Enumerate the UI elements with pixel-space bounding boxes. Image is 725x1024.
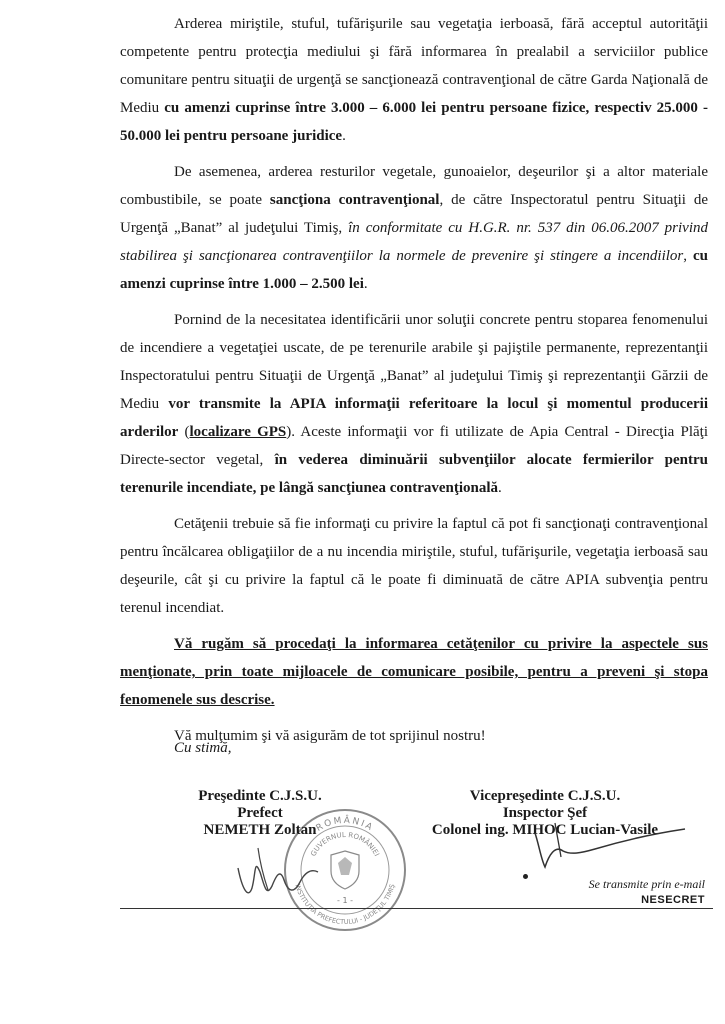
paragraph-text: , de către Inspectoratul pentru Situaţii de Urgenţă „Banat” al judeţului Timiş, xyxy=(120,192,708,236)
seal-ring-top: ROMÂNIA xyxy=(314,815,376,834)
paragraph-apia-information xyxy=(120,306,708,502)
punctuation: , xyxy=(683,248,694,264)
signatory-title: Inspector Şef xyxy=(502,805,588,821)
punctuation: . xyxy=(363,276,368,292)
signatory-name: NEMETH Zoltan xyxy=(203,822,317,838)
seal-ring-bottom: INSTITUŢIA PREFECTULUI - JUDEŢUL TIMIŞ xyxy=(293,883,397,927)
apia-transmission-phrase: vor transmite la APIA informaţii referitoare la locul şi momentul producerii arderilor xyxy=(120,396,708,440)
sanction-phrase: sancţiona contravenţional xyxy=(269,192,440,208)
fine-amounts-environment: cu amenzi cuprinse între 3.000 – 6.000 lei pentru persoane fizice, respectiv 25.000 - 50.000 lei pentru persoane juridice xyxy=(120,100,708,144)
closing-regards: Cu stimă, xyxy=(174,740,232,756)
footer-divider xyxy=(120,908,713,909)
paragraph-burning-fines-environment xyxy=(120,10,708,150)
signatory-name: Colonel ing. MIHOC Lucian-Vasile xyxy=(431,822,659,838)
seal-number: - 1 - xyxy=(337,896,353,905)
paragraph-text: Arderea miriştile, stuful, tufărişurile sau vegetaţia ierboasă, fără acceptul autorităţii competente pentru protecţia mediului şi fără informarea în prealabil a serviciilor publice comunitare pentru situaţii de urgenţă se sancţionează contravenţional de către Garda Naţională de Mediu xyxy=(120,16,708,116)
paragraph-text: De asemenea, arderea resturilor vegetale, gunoaielor, deşeurilor şi a altor materiale combustibile, se poate xyxy=(120,164,708,208)
paragraph-thanks: Vă mulţumim şi vă asigurăm de tot sprijinul nostru! xyxy=(174,728,486,744)
punctuation: . xyxy=(498,480,502,496)
paragraph-citizens-informed: Cetăţenii trebuie să fie informaţi cu privire la faptul că pot fi sancţionaţi contravenţional pentru încălcarea obligaţiilor de a nu incendia miriştile, stuful, tufărişurile, vegetaţia ierboasă sau deşeurile, cât şi cu privire la faptul că le poate fi diminuată de către APIA subvenţia pentru terenul incendiat. xyxy=(120,516,708,616)
paragraph-burning-fines-isu xyxy=(120,158,708,298)
signatory-role: Preşedinte C.J.S.U. xyxy=(198,788,322,804)
signatory-role: Vicepreşedinte C.J.S.U. xyxy=(469,788,621,804)
punctuation: ( xyxy=(178,424,190,440)
letter-body xyxy=(120,10,708,758)
paragraph-text: ). Aceste informaţii vor fi utilizate de Apia Central - Direcţia Plăţi Directe-sector vegetal, xyxy=(120,424,708,468)
signatory-title: Prefect xyxy=(237,805,283,821)
legal-reference: în conformitate cu H.G.R. nr. 537 din 06.06.2007 privind stabilirea şi sancţionarea contravenţiilor la normele de prevenire şi stingere a incendiilor xyxy=(120,220,708,264)
paragraph-text: Pornind de la necesitatea identificării unor soluţii concrete pentru stoparea fenomenului de incendiere a vegetaţiei uscate, de pe terenurile arabile şi pajiştile permanente, reprezentanţii Inspectoratului pentru Situaţii de Urgenţă „Banat” al judeţului Timiş şi reprezentanţii Gărzii de Mediu xyxy=(120,312,708,412)
seal-ring-inner: GUVERNUL ROMÂNIEI xyxy=(309,830,381,858)
paragraph-appeal: Vă rugăm să procedaţi la informarea cetăţenilor cu privire la aspectele sus menţionate, prin toate mijloacele de comunicare posibile, pentru a preveni şi stopa fenomenele sus descrise. xyxy=(120,636,708,708)
ink-dot xyxy=(523,874,528,879)
classification-label: NESECRET xyxy=(641,894,705,906)
fine-amounts-isu: cu amenzi cuprinse între 1.000 – 2.500 lei xyxy=(120,248,709,292)
subsidy-reduction-phrase: în vederea diminuării subvenţiilor alocate fermierilor pentru terenurile incendiate, pe lângă sancţiunea contravenţională xyxy=(120,452,708,496)
handwritten-signature-right xyxy=(515,815,695,875)
gps-localization: localizare GPS xyxy=(189,424,287,440)
punctuation: . xyxy=(342,128,346,144)
handwritten-signature-left xyxy=(230,828,340,908)
transmission-note: Se transmite prin e-mail xyxy=(588,877,705,891)
